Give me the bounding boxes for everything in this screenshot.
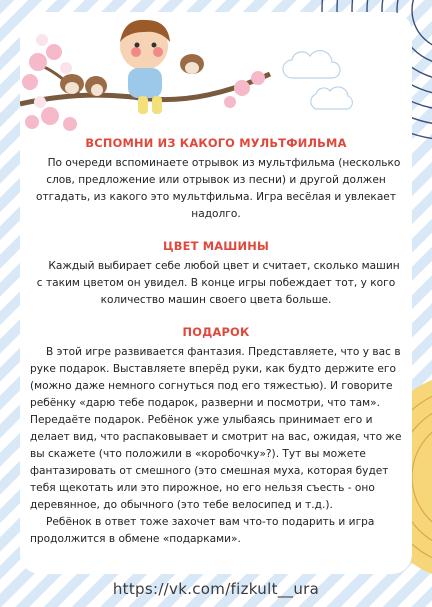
boy-on-branch-illustration <box>20 12 280 142</box>
section-text-cartoon: По очереди вспоминаете отрывок из мультфильма (несколько слов, предложение или отрывок из песни) и другой должен отгадать, из какого это мультфильма. Игра весёлая и увлекает надолго. <box>35 157 401 220</box>
article-content <box>28 135 404 548</box>
content-card <box>20 12 412 574</box>
footer-link[interactable]: https://vk.com/fizkult__ura <box>112 580 320 598</box>
section-title-car-color: ЦВЕТ МАШИНЫ <box>162 239 270 253</box>
section-title-gift: ПОДАРОК <box>182 325 250 339</box>
section-title-cartoon: ВСПОМНИ ИЗ КАКОГО МУЛЬТФИЛЬМА <box>85 136 347 150</box>
clouds-decoration <box>252 34 372 114</box>
section-text-gift: В этой игре развивается фантазия. Представляете, что у вас в руке подарок. Выставляете вперёд руки, как будто держите его (можно даже немного согнуться под его тяжестью). И говорите ребёнку «дарю тебе подарок, разверни и посмотри, что там». Передаёте подарок. Ребёнок уже улыбаясь принимает его и делает вид, что распаковывает и смотрит на вас, ожидая, что же вы скажете (что положили в «коробочку»?). Тут вы можете фантазировать от смешного (это смешная муха, которая будет тебя щекотать или это пирожное, но его нельзя съесть - оно деревянное, до обычного (это тебе велосипед и т.д.). <box>30 346 402 511</box>
section-text-car-color: Каждый выбирает себе любой цвет и считает, сколько машин с таким цветом он увидел. В конце игры побеждает тот, у кого количество машин своего цвета больше. <box>36 260 400 306</box>
section-text-gift-continued: Ребёнок в ответ тоже захочет вам что-то подарить и игра продолжится в обмене «подарками». <box>30 516 375 545</box>
